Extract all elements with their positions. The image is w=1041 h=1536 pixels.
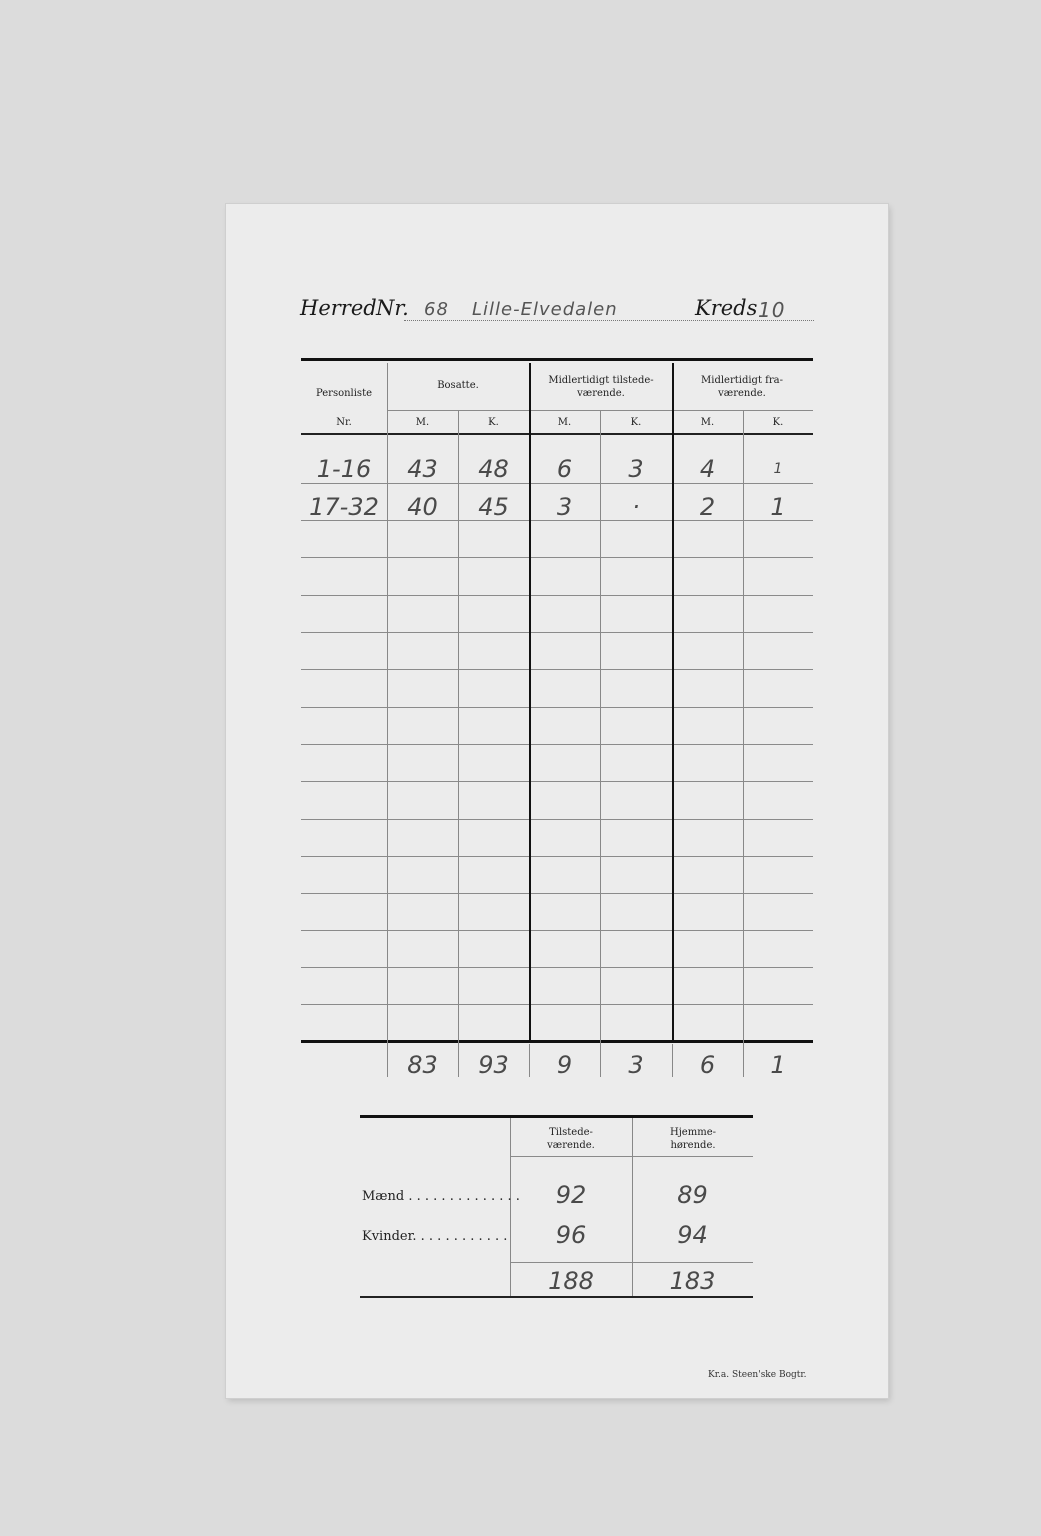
- table-cell: 48: [478, 455, 509, 483]
- total-cell: 93: [478, 1051, 509, 1079]
- summary-cell: 94: [677, 1221, 708, 1249]
- sub-m: M.: [557, 417, 572, 428]
- col-tilstede: Midlertidigt tilstede-værende.: [548, 375, 654, 399]
- col-personliste: Personliste: [315, 388, 373, 399]
- summary-col-tilstede: Tilstede-værende.: [547, 1127, 595, 1151]
- summary-bottom-rule: [360, 1296, 753, 1298]
- summary-col-hjemme: Hjemme-hørende.: [669, 1127, 716, 1151]
- total-cell: 6: [699, 1051, 716, 1079]
- summary-cell: 96: [555, 1221, 587, 1249]
- kreds-label: Kreds: [695, 296, 758, 320]
- col-fravaerende: Midlertidigt fra-værende.: [701, 375, 783, 399]
- kreds-value: 10: [758, 298, 786, 322]
- nr-value: 68: [424, 299, 449, 320]
- total-cell: 83: [407, 1051, 438, 1079]
- nr-label: Nr.: [376, 296, 409, 320]
- total-cell: 9: [556, 1051, 573, 1079]
- table-cell: 3: [628, 455, 644, 483]
- herred-name: Lille-Elvedalen: [472, 299, 618, 320]
- table-cell: 1: [770, 493, 786, 521]
- header-bottom-rule: [301, 433, 813, 435]
- herred-label: Herred: [300, 296, 377, 320]
- summary-total: 183: [669, 1267, 716, 1295]
- sub-k: K.: [488, 417, 499, 428]
- totals-rule: [301, 1040, 813, 1043]
- table-cell: 3: [556, 493, 573, 521]
- summary-total: 188: [548, 1267, 594, 1295]
- summary-row-maend: Mænd . . . . . . . . . . . . . .: [362, 1189, 520, 1204]
- sub-m: M.: [415, 417, 430, 428]
- sub-k: K.: [630, 417, 642, 428]
- table-cell: ·: [632, 493, 640, 521]
- table-cell: 45: [478, 493, 509, 521]
- table-cell: 1-16: [316, 455, 372, 483]
- summary-top-rule: [360, 1115, 753, 1118]
- table-cell: 43: [407, 455, 438, 483]
- table-cell: 6: [556, 455, 573, 483]
- header-dotted-line: [404, 320, 814, 321]
- total-cell: 3: [628, 1051, 644, 1079]
- col-personliste-nr: Nr.: [336, 417, 352, 428]
- table-cell: 4: [699, 455, 716, 483]
- total-cell: 1: [770, 1051, 786, 1079]
- table-cell: 2: [699, 493, 716, 521]
- summary-cell: 92: [555, 1181, 587, 1209]
- table-cell: 17-32: [309, 493, 379, 521]
- summary-cell: 89: [677, 1181, 708, 1209]
- printer-imprint: Kr.a. Steen'ske Bogtr.: [708, 1370, 807, 1380]
- summary-row-kvinder: Kvinder. . . . . . . . . . . .: [362, 1229, 508, 1244]
- col-bosatte: Bosatte.: [437, 380, 479, 391]
- table-cell: 1: [773, 461, 783, 477]
- table-cell: 40: [407, 493, 438, 521]
- table-top-rule: [301, 358, 813, 361]
- sub-k: K.: [772, 417, 784, 428]
- sub-m: M.: [700, 417, 715, 428]
